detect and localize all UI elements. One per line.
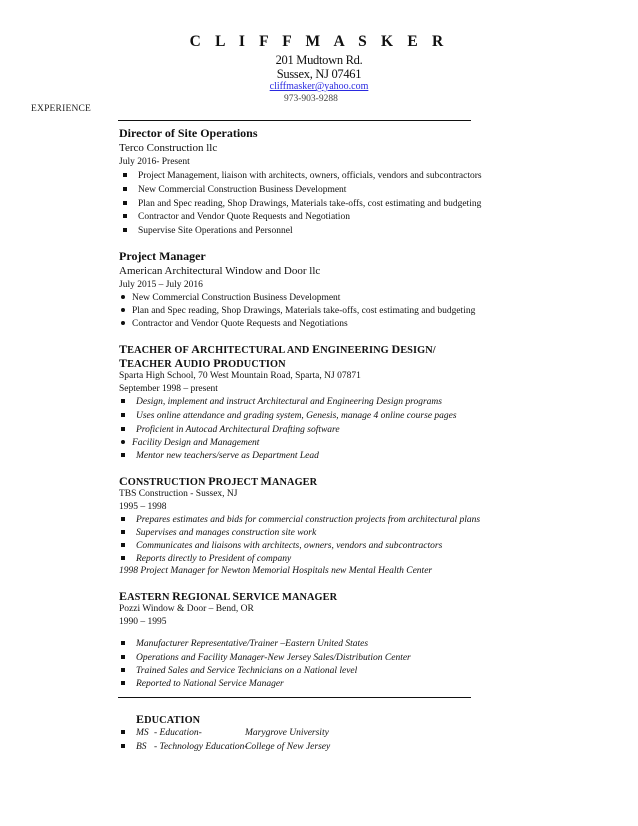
bullet-icon [121,543,125,547]
bottom-divider [118,697,471,698]
bullet-icon [121,530,125,534]
list-item [121,639,368,649]
list-item [121,319,348,329]
list-item-text: Reports directly to President of company [136,554,292,564]
title-cap: T [119,342,128,356]
list-item-text: New Commercial Construction Business Development [132,293,341,303]
list-item-text: Plan and Spec reading, Shop Drawings, Materials take-offs, cost estimating and budgeting [138,199,482,209]
job-dates: 1995 – 1998 [119,502,167,512]
list-item [121,438,259,448]
list-item [121,293,340,303]
list-item-text: Proficient in Autocad Architectural Drafting software [136,425,340,435]
bullet-icon [121,321,125,325]
job-title [119,356,286,371]
bullet-icon [121,681,125,685]
bullet-icon [123,214,127,218]
school: Marygrove University [245,728,329,738]
title-cap: D [391,342,401,356]
job-title [119,589,337,604]
resume-name: C L I F F M A S K E R [189,33,449,50]
list-item-text: New Commercial Construction Business Development [138,185,347,195]
list-item [121,554,291,564]
list-item [121,411,457,421]
list-item-text: Supervises and manages construction site work [136,528,317,538]
list-item [121,528,316,538]
bullet-icon [121,668,125,672]
title-cap: P [213,356,221,370]
list-item [121,666,357,676]
list-item [123,185,346,195]
title-cap: R [172,589,181,603]
bullet-icon [121,517,125,521]
title-cap: P [208,474,216,488]
bullet-icon [121,399,125,403]
bullet-icon [123,173,127,177]
job-company: Terco Construction llc [119,142,218,154]
address-line-2: Sussex, NJ 07461 [276,67,362,81]
bullet-icon [123,228,127,232]
list-item [121,451,319,461]
title-cap: T [119,356,128,370]
bullet-icon [121,641,125,645]
title-cap: M [260,474,272,488]
degree: BS [136,742,147,752]
bullet-icon [121,730,125,734]
list-item [121,653,411,663]
bullet-icon [121,655,125,659]
job-title: Project Manager [119,249,206,263]
list-item [121,679,284,689]
degree: MS [136,728,149,738]
job-dates: July 2016- Present [119,157,190,167]
job-title [119,474,317,489]
title-cap: E [312,342,321,356]
job-company: American Architectural Window and Door llc [119,265,321,277]
list-item [121,306,475,316]
job-title [119,342,436,357]
list-item-text: Contractor and Vendor [132,319,219,329]
list-item-text: Prepares estimates and bids for commercial construction projects from architectural plans [136,515,481,525]
address-line-1: 201 Mudtown Rd. [275,53,363,67]
list-item-text: Quote Requests and Negotiation [226,212,350,222]
list-item-text: Plan and Spec reading, Shop Drawings, Materials take-offs, cost estimating and budgeting [132,306,476,316]
list-item [123,226,293,236]
bullet-icon [121,440,125,444]
title-cap: S [232,589,240,603]
education-item [121,742,330,752]
title-cap: E [119,589,128,603]
list-item [123,199,481,209]
title-part: ERVICE MANAGER [239,592,338,603]
list-item-text: Mentor new teachers/serve as Department Lead [136,451,319,461]
job-company: TBS Construction - Sussex, NJ [119,489,238,499]
field: - Technology Education- [154,742,248,752]
title-part: EACHER OF [127,345,192,356]
title-cap: C [119,474,128,488]
job-title: Director of Site Operations [119,126,258,140]
list-item [123,171,482,181]
title-part: ROJECT [215,477,261,488]
list-item-text: Design, implement and instruct Architectural and Engineering Design programs [136,397,442,407]
list-item [121,397,442,407]
title-cap: A [174,356,184,370]
list-item-text: Communicates and liaisons with architects, owners, vendors and subcontractors [136,541,443,551]
title-part: EACHER [127,359,175,370]
bullet-icon [121,295,125,299]
title-cap: A [191,342,201,356]
email-link[interactable]: cliffmasker@yahoo.com [269,81,369,92]
list-item-text: Uses online attendance and grading system, Genesis, manage 4 online course pages [136,411,457,421]
job-company: Sparta High School, 70 West Mountain Road, Sparta, NJ 07871 [119,371,361,381]
bullet-icon [121,413,125,417]
job-dates: July 2015 – July 2016 [119,280,203,290]
bullet-icon [121,427,125,431]
list-item-text: Contractor and Vendor [138,212,225,222]
list-item-text: Manufacturer Representative/Trainer –Eastern United States [136,639,369,649]
title-part: UDIO [183,359,214,370]
title-part: ONSTRUCTION [127,477,209,488]
field: - Education- [154,728,202,738]
title-part: EGIONAL [180,592,233,603]
list-item-text: Reported to National Service Manager [136,679,284,689]
bullet-icon [123,201,127,205]
list-item-text: Facility Design and Management [132,438,260,448]
title-part: ESIGN/ [400,345,436,356]
bullet-icon [123,187,127,191]
title-part: NGINEERING [320,345,392,356]
title-cap: E [136,712,145,726]
job-company: Pozzi Window & Door – Bend, OR [119,604,254,614]
title-part: DUCATION [144,715,201,726]
title-part: ANAGER [271,477,318,488]
list-item [121,425,340,435]
list-item [123,212,350,222]
bullet-icon [121,556,125,560]
list-item [121,541,442,551]
list-item [121,515,480,525]
list-item-text: Project Management, liaison with architects, owners, officials, vendors and subcontractors [138,171,482,181]
list-item-text: Supervise Site Operations and Personnel [138,226,293,236]
job-dates: September 1998 – present [119,384,218,394]
bullet-icon [121,744,125,748]
experience-label: EXPERIENCE [31,104,92,114]
school: College of New Jersey [245,742,331,752]
bullet-icon [121,308,125,312]
job-dates: 1990 – 1995 [119,617,167,627]
top-divider [118,120,471,121]
list-item-text: Quote Requests and Negotiations [220,319,348,329]
bullet-icon [121,453,125,457]
education-heading [136,712,200,727]
list-item-text: Trained Sales and Service Technicians on a National level [136,666,358,676]
title-part: RCHITECTURAL AND [200,345,313,356]
title-part: ASTERN [127,592,173,603]
phone-number: 973-903-9288 [284,94,338,104]
title-part: RODUCTION [220,359,286,370]
project-note: 1998 Project Manager for Newton Memorial Hospitals new Mental Health Center [119,566,433,576]
list-item-text: Operations and Facility Manager-New Jersey Sales/Distribution Center [136,653,411,663]
education-item [121,728,329,738]
